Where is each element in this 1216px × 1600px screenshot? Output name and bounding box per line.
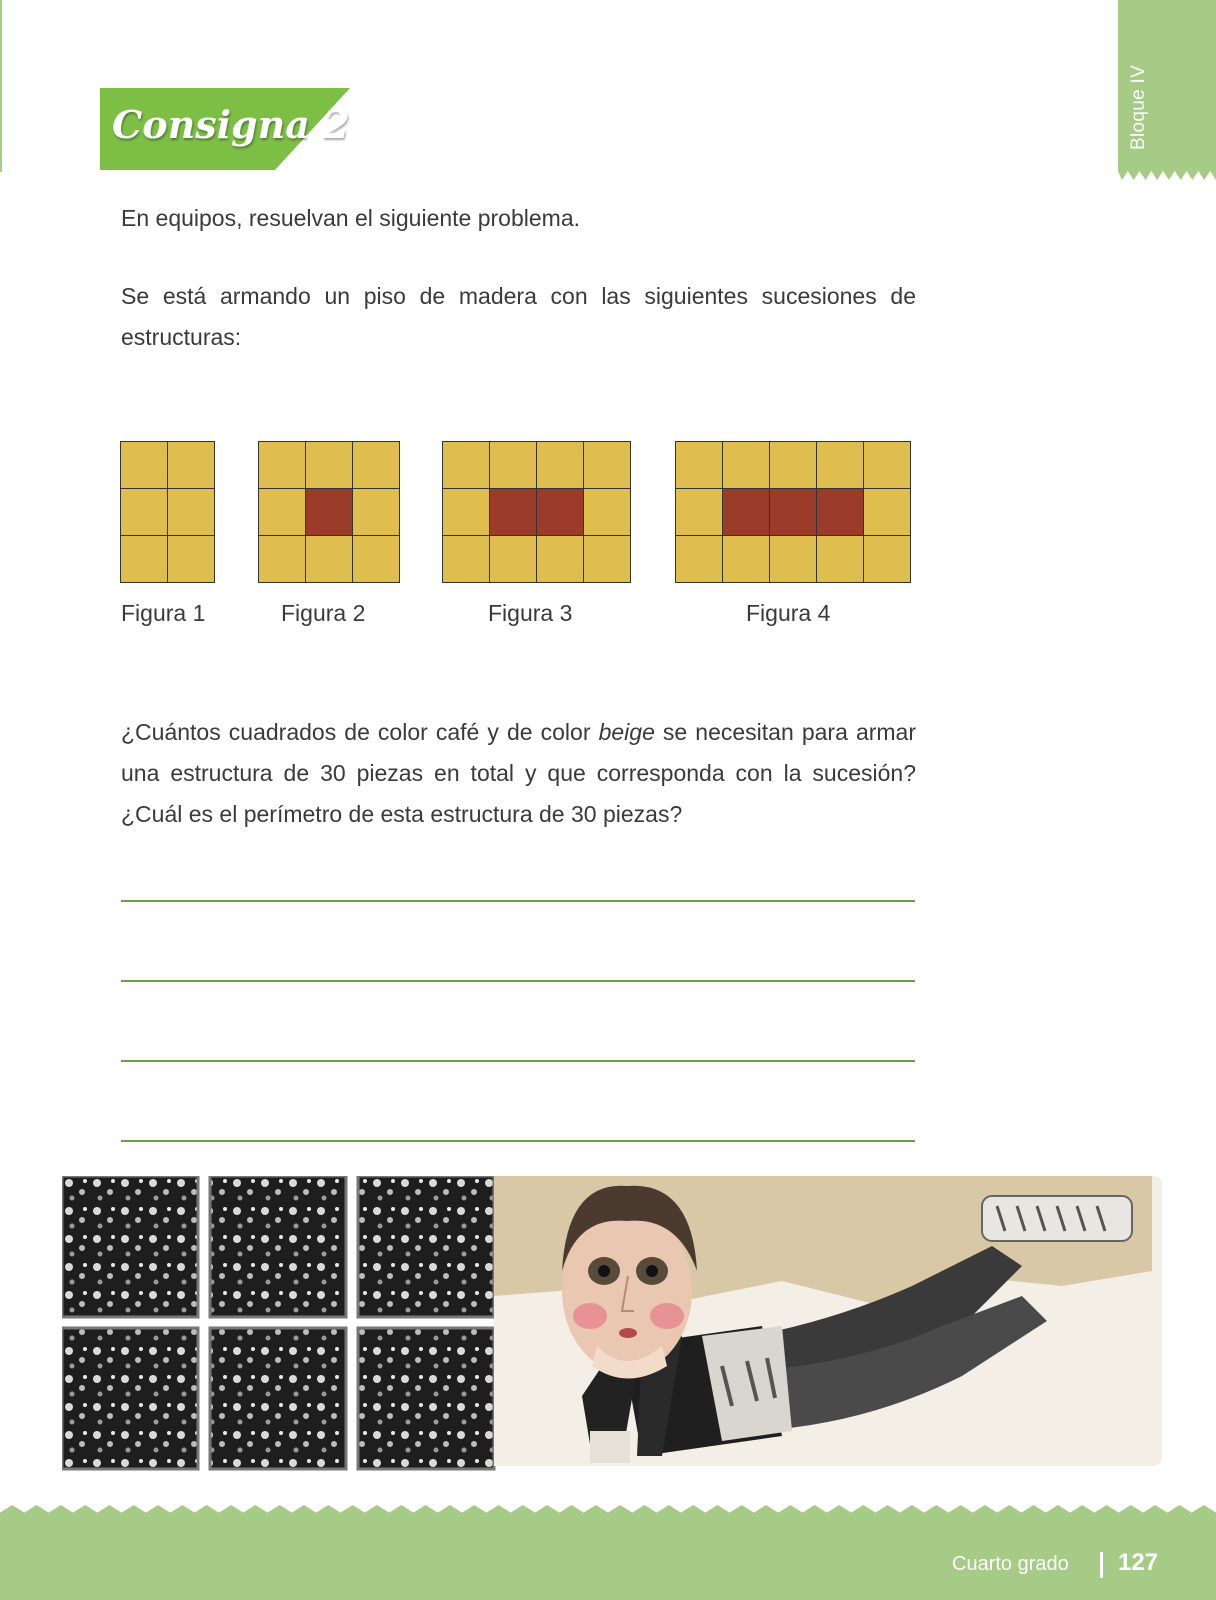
- beige-square: [353, 489, 399, 535]
- figure-1-label: Figura 1: [121, 600, 206, 626]
- beige-square: [443, 489, 489, 535]
- figure-1-grid: [120, 441, 215, 583]
- figure-2-grid: [258, 441, 400, 583]
- intro-text: En equipos, resuelvan el siguiente problema.: [121, 205, 581, 231]
- beige-square: [168, 442, 214, 488]
- beige-square: [259, 489, 305, 535]
- answer-line[interactable]: [121, 1140, 915, 1142]
- cafe-square: [490, 489, 536, 535]
- beige-square: [306, 536, 352, 582]
- beige-square: [676, 536, 722, 582]
- problem-text: Se está armando un piso de madera con las siguientes sucesiones de estructuras:: [121, 283, 916, 350]
- beige-square: [723, 536, 769, 582]
- beige-square: [584, 536, 630, 582]
- question-text: [121, 712, 916, 835]
- beige-square: [676, 489, 722, 535]
- beige-square: [121, 442, 167, 488]
- cafe-square: [770, 489, 816, 535]
- beige-square: [770, 536, 816, 582]
- cafe-square: [537, 489, 583, 535]
- answer-line[interactable]: [121, 900, 915, 902]
- floral-tiles: [62, 1176, 494, 1469]
- footer-grade: Cuarto grado: [952, 1553, 1069, 1575]
- bloque-label: Bloque IV: [1128, 64, 1149, 150]
- beige-square: [537, 536, 583, 582]
- beige-square: [864, 536, 910, 582]
- beige-square: [259, 536, 305, 582]
- beige-square: [168, 489, 214, 535]
- beige-square: [864, 442, 910, 488]
- answer-line[interactable]: [121, 980, 915, 982]
- beige-square: [121, 536, 167, 582]
- beige-square: [443, 442, 489, 488]
- question-part-2: se necesitan para armar una estructura de 30 piezas en total y que corresponda con la sucesión? ¿Cuál es el perímetro de esta estructura de 30 piezas?: [121, 719, 917, 827]
- beige-square: [353, 536, 399, 582]
- beige-square: [817, 536, 863, 582]
- beige-square: [770, 442, 816, 488]
- beige-square: [259, 442, 305, 488]
- figure-3-label: Figura 3: [488, 600, 573, 626]
- beige-square: [864, 489, 910, 535]
- left-margin-rule: [0, 0, 2, 172]
- beige-square: [353, 442, 399, 488]
- consigna-title: Consigna 2: [112, 102, 350, 147]
- beige-square: [168, 536, 214, 582]
- beige-square: [490, 536, 536, 582]
- beige-square: [443, 536, 489, 582]
- beige-square: [306, 442, 352, 488]
- beige-square: [723, 442, 769, 488]
- beige-square: [676, 442, 722, 488]
- figure-2-label: Figura 2: [281, 600, 366, 626]
- figure-3-grid: [442, 441, 631, 583]
- beige-square: [121, 489, 167, 535]
- cafe-square: [723, 489, 769, 535]
- beige-square: [584, 442, 630, 488]
- beige-square: [537, 442, 583, 488]
- question-part-1: ¿Cuántos cuadrados de color café y de color: [121, 719, 599, 745]
- beige-square: [817, 442, 863, 488]
- question-italic: beige: [598, 719, 655, 745]
- cafe-square: [306, 489, 352, 535]
- illustration-girl-and-tiles: [62, 1176, 1162, 1476]
- figure-4-grid: [675, 441, 911, 583]
- footer-separator: [1100, 1552, 1103, 1578]
- figure-4-label: Figura 4: [746, 600, 831, 626]
- beige-square: [490, 442, 536, 488]
- answer-line[interactable]: [121, 1060, 915, 1062]
- page-number: 127: [1118, 1549, 1159, 1576]
- cafe-square: [817, 489, 863, 535]
- beige-square: [584, 489, 630, 535]
